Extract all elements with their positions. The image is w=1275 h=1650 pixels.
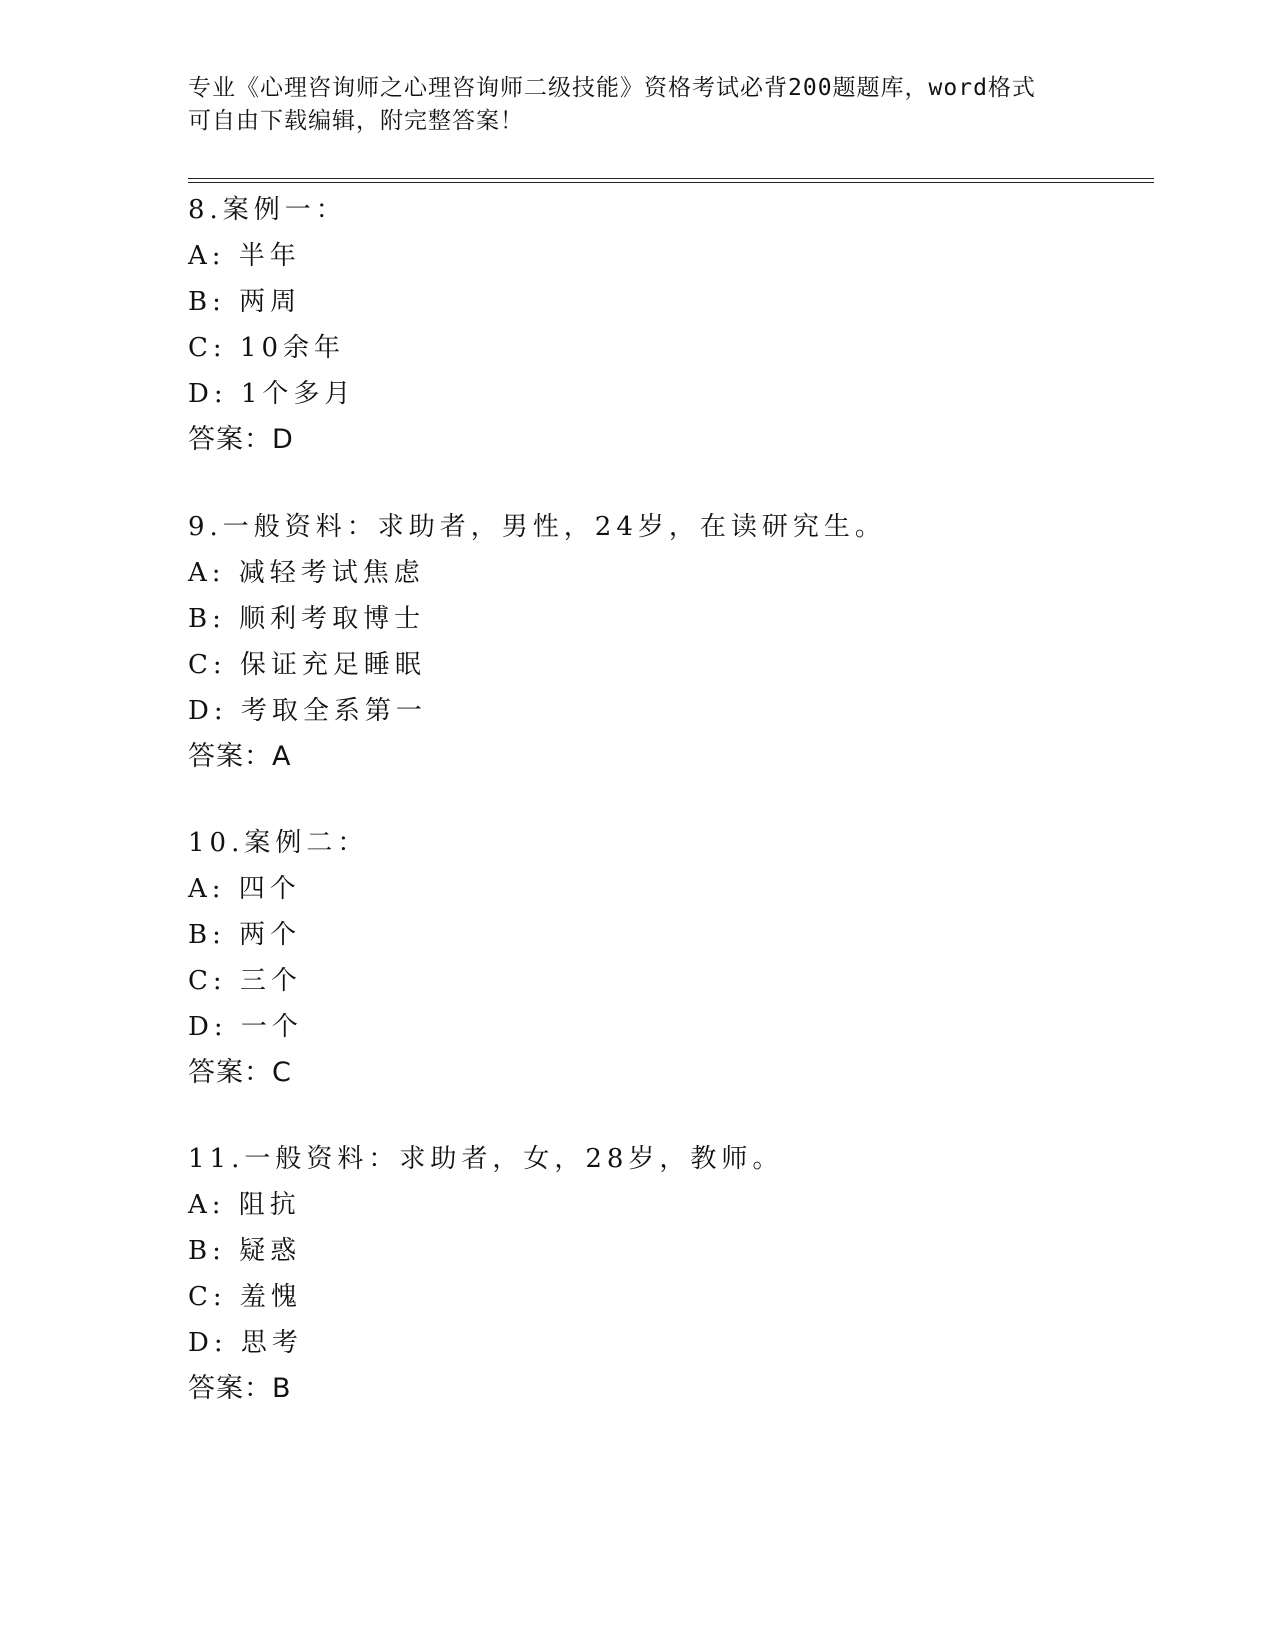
answer-line: 答案：B: [188, 1373, 292, 1404]
option-a: A: 四个: [188, 874, 301, 904]
question-item: [188, 1136, 1088, 1412]
question-stem: 8.案例一：: [188, 195, 347, 225]
option-c: C: 羞愧: [188, 1282, 302, 1312]
question-stem: 9.一般资料：求助者，男性，24岁，在读研究生。: [188, 512, 886, 542]
option-d: D: 思考: [188, 1328, 303, 1358]
option-d: D: 一个: [188, 1012, 303, 1042]
option-c: C: 三个: [188, 966, 302, 996]
option-a: A: 半年: [188, 241, 301, 271]
answer-line: 答案：C: [188, 1057, 292, 1088]
option-a: A: 阻抗: [188, 1190, 301, 1220]
option-c: C: 保证充足睡眠: [188, 650, 426, 680]
answer-line: 答案：D: [188, 424, 294, 455]
option-b: B: 两个: [188, 920, 302, 950]
document-header: [188, 72, 1088, 138]
option-a: A: 减轻考试焦虑: [188, 558, 425, 588]
question-item: [188, 820, 1088, 1096]
option-b: B: 顺利考取博士: [188, 604, 426, 634]
option-c: C: 10余年: [188, 333, 346, 363]
question-item: [188, 187, 1088, 463]
answer-line: 答案：A: [188, 741, 292, 772]
question-item: [188, 504, 1088, 780]
question-stem: 11.一般资料：求助者，女，28岁，教师。: [188, 1144, 784, 1174]
option-d: D: 考取全系第一: [188, 696, 427, 726]
option-b: B: 两周: [188, 287, 302, 317]
header-line-1: 专业《心理咨询师之心理咨询师二级技能》资格考试必背200题题库，word格式: [188, 75, 1036, 101]
option-b: B: 疑惑: [188, 1236, 302, 1266]
option-d: D: 1个多月: [188, 379, 356, 409]
header-line-2: 可自由下载编辑，附完整答案！: [188, 108, 524, 134]
header-divider: [188, 178, 1154, 183]
question-stem: 10.案例二：: [188, 828, 369, 858]
